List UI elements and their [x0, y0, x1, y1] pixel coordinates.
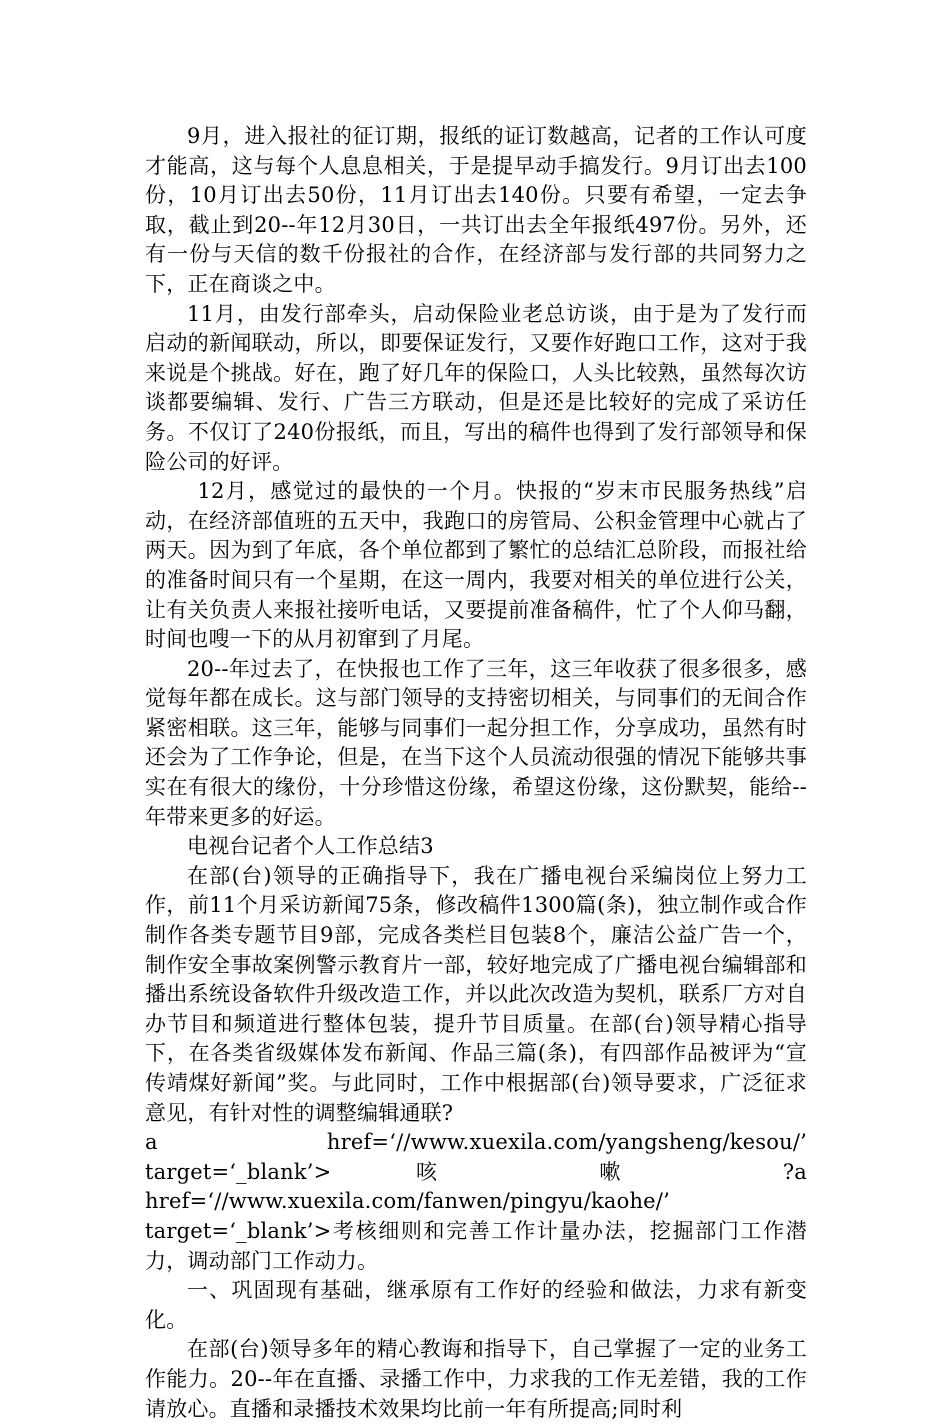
- code-line-2: target=‘_blank’> 咳 嗽 ?a: [145, 1159, 807, 1184]
- paragraph-december: 12月，感觉过的最快的一个月。快报的“岁末市民服务热线”启动，在经济部值班的五天中，我跑口的房管局、公积金管理中心就占了两天。因为到了年底，各个单位都到了繁忙的总结汇总阶段，而报社给的准备时间只有一个星期，在这一周内，我要对相关的单位进行公关，让有关负责人来报社接听电话，又要提前准备稿件，忙了个人仰马翻，时间也嗖一下的从月初窜到了月尾。: [145, 479, 807, 652]
- document-page: [145, 122, 807, 1424]
- code-line-3: href=‘//www.xuexila.com/fanwen/pingyu/kaohe/’: [145, 1189, 670, 1214]
- paragraph-november: 11月，由发行部牵头，启动保险业老总访谈，由于是为了发行而启动的新闻联动，所以，即要保证发行，又要作好跑口工作，这对于我来说是个挑战。好在，跑了好几年的保险口，人头比较熟，虽然每次访谈都要编辑、发行、广告三方联动，但是还是比较好的完成了采访任务。不仅订了240份报纸，而且，写出的稿件也得到了发行部领导和保险公司的好评。: [145, 301, 807, 474]
- section-heading: 电视台记者个人工作总结3: [187, 834, 434, 859]
- paragraph-september: 9月，进入报社的征订期，报纸的证订数越高，记者的工作认可度才能高，这与每个人息息相关，于是提早动手搞发行。9月订出去100份，10月订出去50份，11月订出去140份。只要有希望，一定去争取，截止到20--年12月30日，一共订出去全年报纸497份。另外，还有一份与天信的数千份报社的合作，在经济部与发行部的共同努力之下，正在商谈之中。: [145, 124, 807, 296]
- code-line-1: a href=‘//www.xuexila.com/yangsheng/kesou/’: [145, 1130, 807, 1155]
- paragraph-year-summary: 20--年过去了，在快报也工作了三年，这三年收获了很多很多，感觉每年都在成长。这与部门领导的支持密切相关，与同事们的无间合作紧密相联。这三年，能够与同事们一起分担工作，分享成功，虽然有时还会为了工作争论，但是，在当下这个人员流动很强的情况下能够共事实在有很大的缘份，十分珍惜这份缘，希望这份缘，这份默契，能给--年带来更多的好运。: [145, 656, 807, 829]
- paragraph-assessment: target=‘_blank’>考核细则和完善工作计量办法，挖掘部门工作潜力，调动部门工作动力。: [145, 1218, 807, 1273]
- paragraph-point-one: 一、巩固现有基础，继承原有工作好的经验和做法，力求有新变化。: [145, 1278, 807, 1332]
- paragraph-leadership: 在部(台)领导多年的精心教诲和指导下，自己掌握了一定的业务工作能力。20--年在直播、录播工作中，力求我的工作无差错，我的工作请放心。直播和录播技术效果均比前一年有所提高;同时利: [145, 1337, 807, 1421]
- paragraph-tv-work: 在部(台)领导的正确指导下，我在广播电视台采编岗位上努力工作，前11个月采访新闻75条，修改稿件1300篇(条)，独立制作或合作制作各类专题节目9部，完成各类栏目包装8个，廉洁公益广告一个，制作安全事故案例警示教育片一部，较好地完成了广播电视台编辑部和播出系统设备软件升级改造工作，并以此次改造为契机，联系厂方对自办节目和频道进行整体包装，提升节目质量。在部(台)领导精心指导下，在各类省级媒体发布新闻、作品三篇(条)，有四部作品被评为“宣传靖煤好新闻”奖。与此同时，工作中根据部(台)领导要求，广泛征求意见，有针对性的调整编辑通联?: [145, 863, 807, 1125]
